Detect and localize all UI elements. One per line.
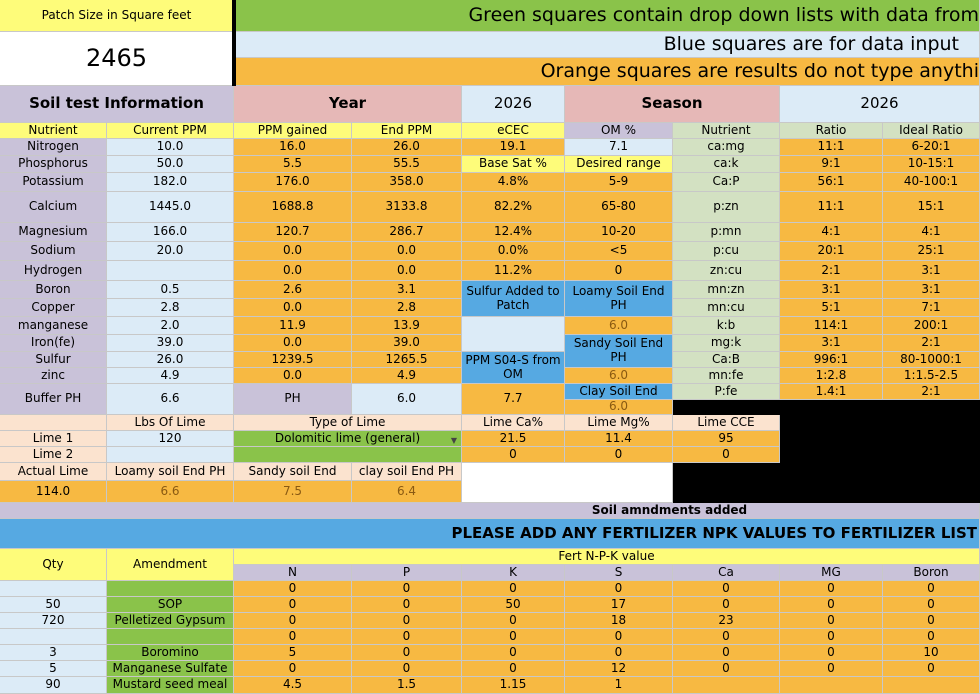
amend-k: 0: [462, 613, 565, 629]
ppm-so4-label: PPM S04-S from OM: [462, 352, 565, 384]
ideal-ratio: 40-100:1: [883, 173, 980, 192]
season-value[interactable]: 2026: [780, 86, 980, 123]
ideal-ratio: 1:1.5-2.5: [883, 368, 980, 384]
base-sat-value: 4.8%: [462, 173, 565, 192]
ideal-ratio: 15:1: [883, 192, 980, 223]
nutrient-name: Sulfur: [0, 352, 107, 368]
lime-2-ca: 0: [462, 447, 565, 463]
amend-qty[interactable]: [0, 629, 107, 645]
amend-mg: 0: [780, 597, 883, 613]
nutrient-current[interactable]: 2.8: [107, 299, 234, 317]
loamy-soil-end-ph-label: Loamy soil End PH: [107, 463, 234, 481]
amend-s: 18: [565, 613, 673, 629]
sulfur-added-input[interactable]: [462, 317, 565, 352]
amend-ca: 0: [673, 581, 780, 597]
base-sat-label: Base Sat %: [462, 156, 565, 173]
so4-value: 7.7: [462, 384, 565, 415]
lime-1-lbs[interactable]: 120: [107, 431, 234, 447]
amend-name-dropdown[interactable]: Manganese Sulfate: [107, 661, 234, 677]
nutrient-current[interactable]: 2.0: [107, 317, 234, 335]
amend-mg: [780, 677, 883, 694]
patch-size-value[interactable]: 2465: [0, 32, 234, 86]
om-value[interactable]: 7.1: [565, 139, 673, 156]
nutrient-end: 1265.5: [352, 352, 462, 368]
ratio-nutrient: p:cu: [673, 242, 780, 261]
lime-cce-label: Lime CCE: [673, 415, 780, 431]
ratio-nutrient: p:mn: [673, 223, 780, 242]
nutrient-current[interactable]: 20.0: [107, 242, 234, 261]
amend-mg: 0: [780, 581, 883, 597]
ideal-ratio: 2:1: [883, 335, 980, 352]
lime-ca-label: Lime Ca%: [462, 415, 565, 431]
ecec-value: 19.1: [462, 139, 565, 156]
amend-s: 1: [565, 677, 673, 694]
soil-amendments-title: Soil amndments added: [0, 503, 980, 519]
nutrient-current[interactable]: [107, 261, 234, 281]
nutrient-current[interactable]: 1445.0: [107, 192, 234, 223]
col-p: P: [352, 565, 462, 581]
nutrient-end: 0.0: [352, 261, 462, 281]
amend-n: 0: [234, 581, 352, 597]
ratio-value: 9:1: [780, 156, 883, 173]
amend-boron: 0: [883, 613, 980, 629]
clay-end-label: Clay Soil End: [565, 384, 673, 400]
amend-p: 0: [352, 613, 462, 629]
amend-n: 0: [234, 629, 352, 645]
sulfur-added-label: Sulfur Added to Patch: [462, 281, 565, 317]
nutrient-name: Sodium: [0, 242, 107, 261]
nutrient-gained: 0.0: [234, 335, 352, 352]
nutrient-end: 13.9: [352, 317, 462, 335]
nutrient-end: 55.5: [352, 156, 462, 173]
nutrient-gained: 0.0: [234, 242, 352, 261]
amend-name-dropdown[interactable]: Boromino: [107, 645, 234, 661]
ratio-nutrient: p:zn: [673, 192, 780, 223]
col-nutrient: Nutrient: [0, 123, 107, 139]
nutrient-current[interactable]: 10.0: [107, 139, 234, 156]
ratio-value: 1.4:1: [780, 384, 883, 400]
ratio-nutrient: Ca:B: [673, 352, 780, 368]
amend-boron: 0: [883, 581, 980, 597]
amend-name-dropdown[interactable]: Mustard seed meal: [107, 677, 234, 694]
amend-s: 12: [565, 661, 673, 677]
amend-p: 0: [352, 629, 462, 645]
desired-range-value: <5: [565, 242, 673, 261]
lime-2-lbs[interactable]: [107, 447, 234, 463]
ideal-ratio: 7:1: [883, 299, 980, 317]
loamy-end-ph-label: Loamy Soil End PH: [565, 281, 673, 317]
lime-1-type-dropdown[interactable]: [234, 431, 462, 447]
nutrient-gained: 120.7: [234, 223, 352, 242]
nutrient-name: manganese: [0, 317, 107, 335]
patch-size-label: Patch Size in Square feet: [0, 0, 234, 32]
nutrient-name: Boron: [0, 281, 107, 299]
buffer-ph-label: Buffer PH: [0, 384, 107, 415]
col-current-ppm: Current PPM: [107, 123, 234, 139]
amend-k: 0: [462, 645, 565, 661]
lime-1-ca: 21.5: [462, 431, 565, 447]
col-ideal-ratio: Ideal Ratio: [883, 123, 980, 139]
desired-range-label: Desired range: [565, 156, 673, 173]
amend-n: 0: [234, 661, 352, 677]
ideal-ratio: 80-1000:1: [883, 352, 980, 368]
amend-mg: 0: [780, 613, 883, 629]
nutrient-gained: 0.0: [234, 261, 352, 281]
amend-boron: 10: [883, 645, 980, 661]
ratio-nutrient: mg:k: [673, 335, 780, 352]
amend-s: 0: [565, 581, 673, 597]
base-sat-value: 12.4%: [462, 223, 565, 242]
amend-boron: 0: [883, 661, 980, 677]
amend-p: 0: [352, 645, 462, 661]
type-of-lime-label: Type of Lime: [234, 415, 462, 431]
amend-mg: 0: [780, 645, 883, 661]
col-end-ppm: End PPM: [352, 123, 462, 139]
amend-p: 0: [352, 581, 462, 597]
amend-s: 0: [565, 645, 673, 661]
ratio-value: 1:2.8: [780, 368, 883, 384]
lime-mg-label: Lime Mg%: [565, 415, 673, 431]
year-label: Year: [234, 86, 462, 123]
ideal-ratio: 3:1: [883, 261, 980, 281]
legend-blue: Blue squares are for data input: [236, 32, 980, 58]
nutrient-name: Nitrogen: [0, 139, 107, 156]
nutrient-current[interactable]: 50.0: [107, 156, 234, 173]
nutrient-current[interactable]: 166.0: [107, 223, 234, 242]
ratio-nutrient: mn:zn: [673, 281, 780, 299]
ratio-value: 4:1: [780, 223, 883, 242]
base-sat-value: 82.2%: [462, 192, 565, 223]
lime-1-mg: 11.4: [565, 431, 673, 447]
col-mg: MG: [780, 565, 883, 581]
lime-1-cce: 95: [673, 431, 780, 447]
nutrient-end: 39.0: [352, 335, 462, 352]
clay-end-value: 6.0: [565, 400, 673, 415]
ratio-value: 56:1: [780, 173, 883, 192]
col-s: S: [565, 565, 673, 581]
year-value[interactable]: 2026: [462, 86, 565, 123]
amend-ca: [673, 677, 780, 694]
nutrient-current[interactable]: 182.0: [107, 173, 234, 192]
col-ecec: eCEC: [462, 123, 565, 139]
lime-header-blank: [0, 415, 107, 431]
amend-boron: 0: [883, 597, 980, 613]
amend-qty[interactable]: 90: [0, 677, 107, 694]
sandy-soil-end-label: Sandy soil End: [234, 463, 352, 481]
nutrient-gained: 5.5: [234, 156, 352, 173]
soil-test-title: Soil test Information: [0, 86, 234, 123]
ph-value[interactable]: 6.0: [352, 384, 462, 415]
amend-s: 0: [565, 629, 673, 645]
amend-name-dropdown[interactable]: [107, 629, 234, 645]
sandy-end-ph-label: Sandy Soil End PH: [565, 335, 673, 368]
ratio-nutrient: mn:cu: [673, 299, 780, 317]
ratio-nutrient: k:b: [673, 317, 780, 335]
amend-s: 17: [565, 597, 673, 613]
desired-range-value: 65-80: [565, 192, 673, 223]
amend-n: 0: [234, 613, 352, 629]
sandy-soil-end-value: 7.5: [234, 481, 352, 503]
nutrient-name: Hydrogen: [0, 261, 107, 281]
amend-ca: 0: [673, 645, 780, 661]
amend-k: 0: [462, 581, 565, 597]
nutrient-gained: 11.9: [234, 317, 352, 335]
amend-qty[interactable]: 50: [0, 597, 107, 613]
amend-n: 4.5: [234, 677, 352, 694]
clay-soil-end-ph-label: clay soil End PH: [352, 463, 462, 481]
amend-n: 5: [234, 645, 352, 661]
nutrient-name: Calcium: [0, 192, 107, 223]
amend-qty[interactable]: 5: [0, 661, 107, 677]
ratio-nutrient: zn:cu: [673, 261, 780, 281]
season-label: Season: [565, 86, 780, 123]
lime-blank-area: [462, 463, 673, 503]
amend-k: 50: [462, 597, 565, 613]
nutrient-current[interactable]: 0.5: [107, 281, 234, 299]
nutrient-name: Magnesium: [0, 223, 107, 242]
loamy-soil-end-ph-value: 6.6: [107, 481, 234, 503]
nutrient-current[interactable]: 39.0: [107, 335, 234, 352]
nutrient-end: 4.9: [352, 368, 462, 384]
fert-npk-header: Fert N-P-K value: [234, 549, 980, 565]
lime-1-label: Lime 1: [0, 431, 107, 447]
nutrient-gained: 16.0: [234, 139, 352, 156]
nutrient-end: 286.7: [352, 223, 462, 242]
lime-2-label: Lime 2: [0, 447, 107, 463]
ratio-value: 114:1: [780, 317, 883, 335]
dropdown-arrow-icon[interactable]: ▼: [450, 435, 457, 445]
ideal-ratio: 25:1: [883, 242, 980, 261]
amend-mg: 0: [780, 661, 883, 677]
nutrient-name: zinc: [0, 368, 107, 384]
nutrient-current[interactable]: 4.9: [107, 368, 234, 384]
qty-header: Qty: [0, 549, 107, 581]
nutrient-gained: 0.0: [234, 299, 352, 317]
col-k: K: [462, 565, 565, 581]
ideal-ratio: 6-20:1: [883, 139, 980, 156]
lime-2-cce: 0: [673, 447, 780, 463]
col-ratio: Ratio: [780, 123, 883, 139]
ideal-ratio: 3:1: [883, 281, 980, 299]
sandy-end-ph-value: 6.0: [565, 368, 673, 384]
lime-1-type-value: Dolomitic lime (general): [274, 431, 421, 445]
nutrient-current[interactable]: 26.0: [107, 352, 234, 368]
nutrient-gained: 1688.8: [234, 192, 352, 223]
nutrient-end: 26.0: [352, 139, 462, 156]
ideal-ratio: 10-15:1: [883, 156, 980, 173]
amend-k: 0: [462, 629, 565, 645]
col-ca: Ca: [673, 565, 780, 581]
actual-lime-value: 114.0: [0, 481, 107, 503]
amend-name-dropdown[interactable]: SOP: [107, 597, 234, 613]
amend-name-dropdown[interactable]: [107, 581, 234, 597]
ratio-nutrient: Ca:P: [673, 173, 780, 192]
amend-boron: [883, 677, 980, 694]
base-sat-value: 11.2%: [462, 261, 565, 281]
amend-p: 1.5: [352, 677, 462, 694]
amendment-header: Amendment: [107, 549, 234, 581]
amend-ca: 0: [673, 661, 780, 677]
col-om-pct: OM %: [565, 123, 673, 139]
amend-p: 0: [352, 661, 462, 677]
amend-k: 0: [462, 661, 565, 677]
ratio-value: 3:1: [780, 281, 883, 299]
ratio-value: 11:1: [780, 192, 883, 223]
actual-lime-label: Actual Lime: [0, 463, 107, 481]
amend-boron: 0: [883, 629, 980, 645]
nutrient-name: Potassium: [0, 173, 107, 192]
nutrient-end: 358.0: [352, 173, 462, 192]
buffer-ph-value[interactable]: 6.6: [107, 384, 234, 415]
ratio-nutrient: ca:k: [673, 156, 780, 173]
ratio-value: 996:1: [780, 352, 883, 368]
nutrient-name: Iron(fe): [0, 335, 107, 352]
ratio-value: 3:1: [780, 335, 883, 352]
nutrient-end: 3133.8: [352, 192, 462, 223]
ratio-nutrient: mn:fe: [673, 368, 780, 384]
ideal-ratio: 2:1: [883, 384, 980, 400]
desired-range-value: 10-20: [565, 223, 673, 242]
loamy-end-ph-value: 6.0: [565, 317, 673, 335]
nutrient-gained: 0.0: [234, 368, 352, 384]
amend-name-dropdown[interactable]: Pelletized Gypsum: [107, 613, 234, 629]
ratio-value: 2:1: [780, 261, 883, 281]
nutrient-name: Phosphorus: [0, 156, 107, 173]
nutrient-gained: 2.6: [234, 281, 352, 299]
col-n: N: [234, 565, 352, 581]
amend-qty[interactable]: [0, 581, 107, 597]
fertilizer-banner: PLEASE ADD ANY FERTILIZER NPK VALUES TO FERTILIZER LIST: [0, 519, 980, 549]
desired-range-value: 5-9: [565, 173, 673, 192]
nutrient-end: 3.1: [352, 281, 462, 299]
ideal-ratio: 4:1: [883, 223, 980, 242]
clay-soil-end-ph-value: 6.4: [352, 481, 462, 503]
ratio-nutrient: P:fe: [673, 384, 780, 400]
lime-2-mg: 0: [565, 447, 673, 463]
ph-label: PH: [234, 384, 352, 415]
nutrient-end: 2.8: [352, 299, 462, 317]
ratio-value: 5:1: [780, 299, 883, 317]
col-boron: Boron: [883, 565, 980, 581]
amend-mg: 0: [780, 629, 883, 645]
amend-ca: 23: [673, 613, 780, 629]
legend-orange: Orange squares are results do not type anythi: [236, 58, 980, 86]
nutrient-name: Copper: [0, 299, 107, 317]
nutrient-gained: 176.0: [234, 173, 352, 192]
ideal-ratio: 200:1: [883, 317, 980, 335]
lime-2-type-dropdown[interactable]: [234, 447, 462, 463]
desired-range-value: 0: [565, 261, 673, 281]
nutrient-gained: 1239.5: [234, 352, 352, 368]
amend-n: 0: [234, 597, 352, 613]
ratio-value: 20:1: [780, 242, 883, 261]
amend-ca: 0: [673, 597, 780, 613]
col-nutrient-ratio: Nutrient: [673, 123, 780, 139]
col-ppm-gained: PPM gained: [234, 123, 352, 139]
amend-qty[interactable]: 3: [0, 645, 107, 661]
base-sat-value: 0.0%: [462, 242, 565, 261]
amend-k: 1.15: [462, 677, 565, 694]
amend-ca: 0: [673, 629, 780, 645]
ratio-value: 11:1: [780, 139, 883, 156]
ratio-nutrient: ca:mg: [673, 139, 780, 156]
lbs-of-lime-label: Lbs Of Lime: [107, 415, 234, 431]
legend-green: Green squares contain drop down lists with data from: [236, 0, 980, 32]
amend-p: 0: [352, 597, 462, 613]
amend-qty[interactable]: 720: [0, 613, 107, 629]
nutrient-end: 0.0: [352, 242, 462, 261]
